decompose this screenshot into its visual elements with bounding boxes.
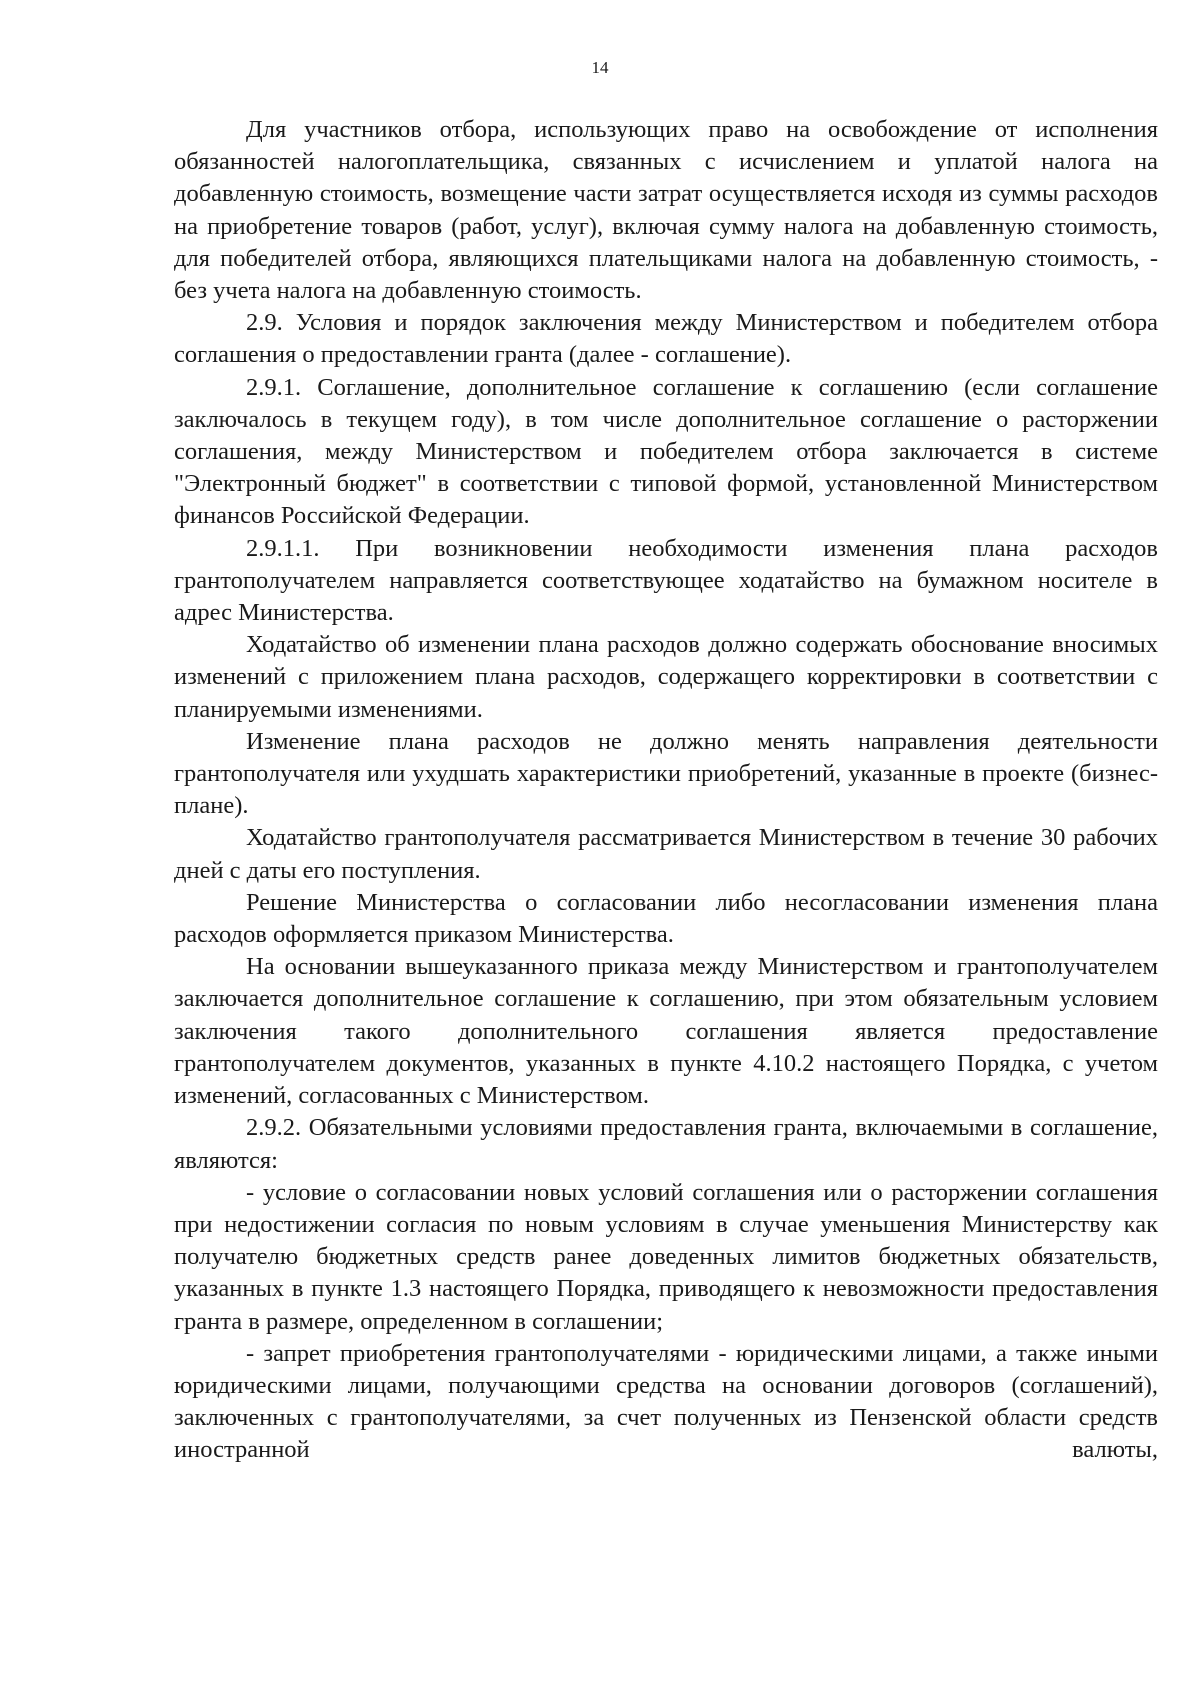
paragraph-2-9: 2.9. Условия и порядок заключения между Министерством и победителем отбора соглашения о предоставлении гранта (далее - соглашение). bbox=[174, 309, 1158, 369]
paragraph-ministry-decision: Решение Министерства о согласовании либо несогласовании изменения плана расходов оформляется приказом Министерства. bbox=[174, 888, 1158, 949]
paragraph-2-9-2: 2.9.2. Обязательными условиями предоставления гранта, включаемыми в соглашение, являются: bbox=[174, 1114, 1158, 1174]
paragraph-petition-review: Ходатайство грантополучателя рассматривается Министерством в течение 30 рабочих дней с даты его поступления. bbox=[174, 824, 1158, 884]
paragraph-condition-new-terms: - условие о согласовании новых условий соглашения или о расторжении соглашения при недостижении согласия по новым условиям в случае уменьшения Министерству как получателю бюджетных средств ранее доведенных лимитов бюджетных обязательств, указанных в пункте 1.3 настоящего Порядка, приводящего к невозможности предоставления гранта в размере, определенном в соглашении; bbox=[174, 1178, 1158, 1335]
paragraph-2-9-1: 2.9.1. Соглашение, дополнительное соглашение к соглашению (если соглашение заключалось в текущем году), в том числе дополнительное соглашение о расторжении соглашения, между Министерством и победителем отбора заключается в системе "Электронный бюджет" в соответствии с типовой формой, установленной Министерством финансов Российской Федерации. bbox=[174, 373, 1158, 530]
document-body bbox=[174, 114, 1158, 1467]
paragraph-petition-content: Ходатайство об изменении плана расходов должно содержать обоснование вносимых изменений с приложением плана расходов, содержащего корректировки в соответствии с планируемыми изменениями. bbox=[174, 631, 1158, 723]
paragraph-vat-exemption: Для участников отбора, использующих право на освобождение от исполнения обязанностей налогоплательщика, связанных с исчислением и уплатой налога на добавленную стоимость, возмещение части затрат осуществляется исходя из суммы расходов на приобретение товаров (работ, услуг), включая сумму налога на добавленную стоимость, для победителей отбора, являющихся плательщиками налога на добавленную стоимость, - без учета налога на добавленную стоимость. bbox=[174, 116, 1158, 305]
paragraph-additional-agreement: На основании вышеуказанного приказа между Министерством и грантополучателем заключается дополнительное соглашение к соглашению, при этом обязательным условием заключения такого дополнительного соглашения является предоставление грантополучателем документов, указанных в пункте 4.10.2 настоящего Порядка, с учетом изменений, согласованных с Министерством. bbox=[174, 953, 1158, 1110]
page-number: 14 bbox=[591, 58, 609, 77]
paragraph-2-9-1-1: 2.9.1.1. При возникновении необходимости изменения плана расходов грантополучателем направляется соответствующее ходатайство на бумажном носителе в адрес Министерства. bbox=[174, 534, 1158, 627]
paragraph-plan-change-limits: Изменение плана расходов не должно менять направления деятельности грантополучателя или ухудшать характеристики приобретений, указанные в проекте (бизнес-плане). bbox=[174, 727, 1158, 820]
paragraph-currency-ban: - запрет приобретения грантополучателями - юридическими лицами, а также иными юридическими лицами, получающими средства на основании договоров (соглашений), заключенных с грантополучателями, за счет полученных из Пензенской области средств иностранной валюты, bbox=[174, 1339, 1158, 1464]
